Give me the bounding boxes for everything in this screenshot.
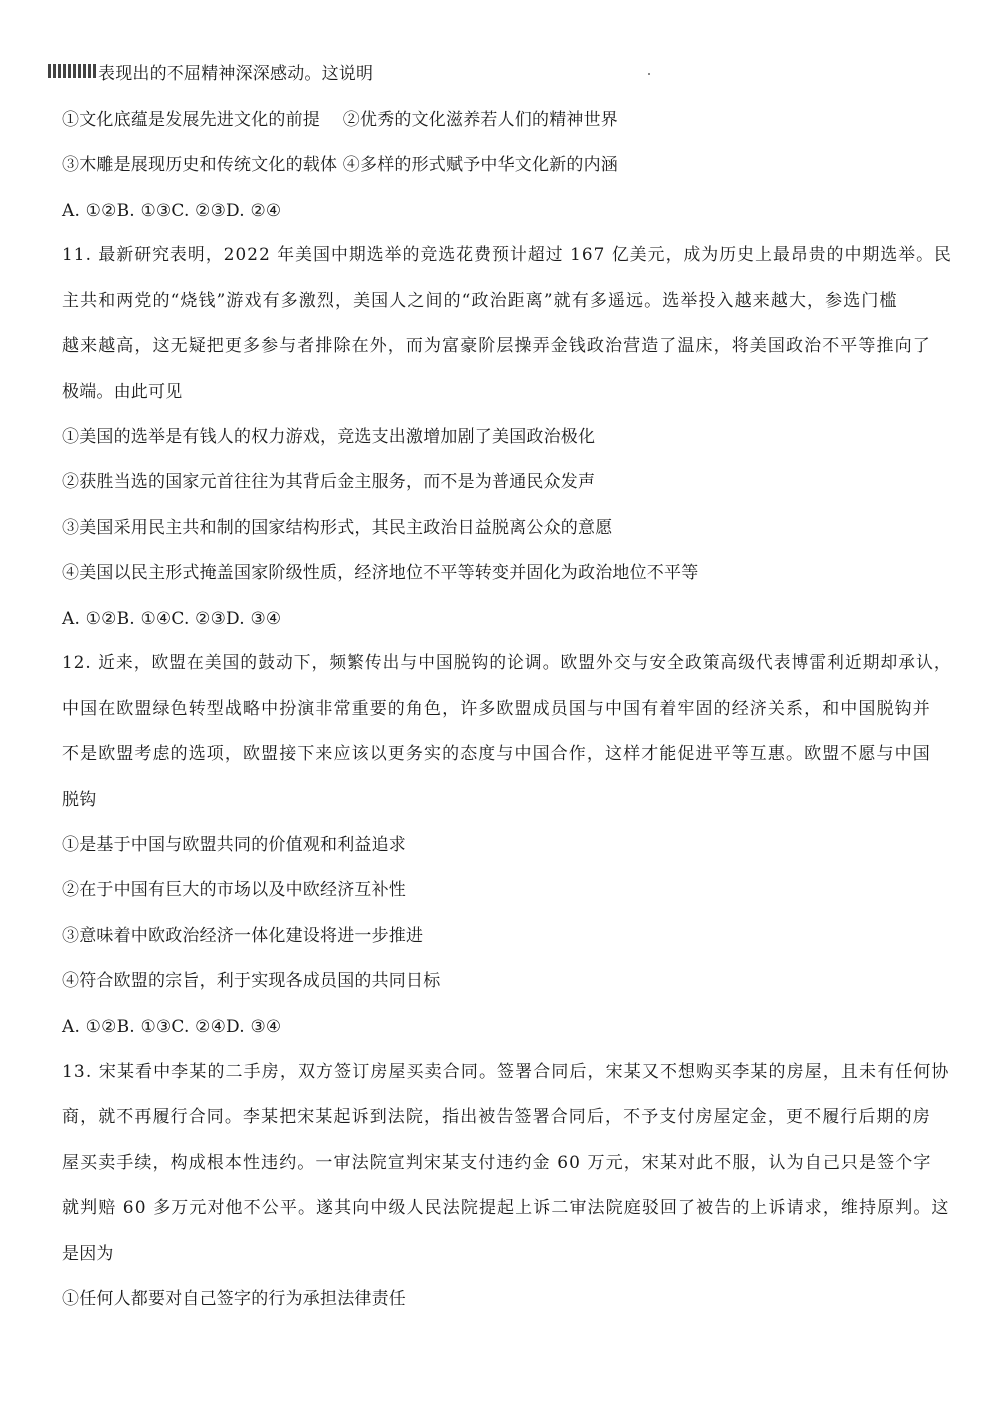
scan-dot	[648, 73, 650, 75]
question-11-text: 主共和两党的“烧钱”游戏有多激烈，美国人之间的“政治距离”就有多遥远。选举投入越来越大，参选门槛	[62, 291, 898, 311]
question-13-text: 商，就不再履行合同。李某把宋某起诉到法院，指出被告签署合同后，不予支付房屋定金，更不履行后期的房	[62, 1107, 931, 1127]
option-line: ③木雕是展现历史和传统文化的载体 ④多样的形式赋予中华文化新的内涵	[62, 155, 619, 175]
option-line: ①是基于中国与欧盟共同的价值观和利益追求	[62, 835, 406, 855]
question-12-text: 中国在欧盟绿色转型战略中扮演非常重要的角色，许多欧盟成员国与中国有着牢固的经济关系，和中国脱钩并	[62, 699, 931, 719]
option-line: ③美国采用民主共和制的国家结构形式，其民主政治日益脱离公众的意愿	[62, 518, 613, 538]
scan-smudge	[48, 64, 98, 78]
question-13-text: 13. 宋某看中李某的二手房，双方签订房屋买卖合同。签署合同后，宋某又不想购买李某的房屋，且未有任何协	[62, 1062, 950, 1082]
question-11-text: 11. 最新研究表明，2022 年美国中期选举的竞选花费预计超过 167 亿美元，成为历史上最昂贵的中期选举。民	[62, 245, 952, 265]
text-line: 表现出的不屈精神深深感动。这说明	[98, 64, 374, 84]
option-line: ②获胜当选的国家元首往往为其背后金主服务，而不是为普通民众发声	[62, 472, 596, 492]
option-line: ④美国以民主形式掩盖国家阶级性质，经济地位不平等转变并固化为政治地位不平等	[62, 563, 699, 583]
option-line: ④符合欧盟的宗旨，利于实现各成员国的共同日标	[62, 971, 441, 991]
question-12-text: 12. 近来，欧盟在美国的鼓动下，频繁传出与中国脱钩的论调。欧盟外交与安全政策高级代表博雷利近期却承认，	[62, 653, 952, 673]
answer-choices: A. ①②B. ①④C. ②③D. ③④	[62, 609, 282, 629]
option-line: ①美国的选举是有钱人的权力游戏，竞选支出激增加剧了美国政治极化	[62, 427, 596, 447]
answer-choices: A. ①②B. ①③C. ②④D. ③④	[62, 1017, 282, 1037]
answer-choices: A. ①②B. ①③C. ②③D. ②④	[62, 201, 282, 221]
option-line: ①文化底蕴是发展先进文化的前提 ②优秀的文化滋养若人们的精神世界	[62, 110, 619, 130]
question-13-text: 屋买卖手续，构成根本性违约。一审法院宣判宋某支付违约金 60 万元，宋某对此不服，认为自己只是签个字	[62, 1153, 932, 1173]
question-12-text: 脱钩	[62, 790, 97, 810]
option-line: ①任何人都要对自己签字的行为承担法律责任	[62, 1289, 406, 1309]
question-13-text: 是因为	[62, 1244, 114, 1264]
question-12-text: 不是欧盟考虑的选项，欧盟接下来应该以更务实的态度与中国合作，这样才能促进平等互惠。欧盟不愿与中国	[62, 744, 931, 764]
option-line: ③意味着中欧政治经济一体化建设将进一步推进	[62, 926, 424, 946]
question-13-text: 就判赔 60 多万元对他不公平。遂其向中级人民法院提起上诉二审法院庭驳回了被告的上诉请求，维持原判。这	[62, 1198, 950, 1218]
question-11-text: 越来越高，这无疑把更多参与者排除在外，而为富豪阶层操弄金钱政治营造了温床，将美国政治不平等推向了	[62, 336, 931, 356]
question-11-text: 极端。由此可见	[62, 382, 183, 402]
option-line: ②在于中国有巨大的市场以及中欧经济互补性	[62, 880, 406, 900]
